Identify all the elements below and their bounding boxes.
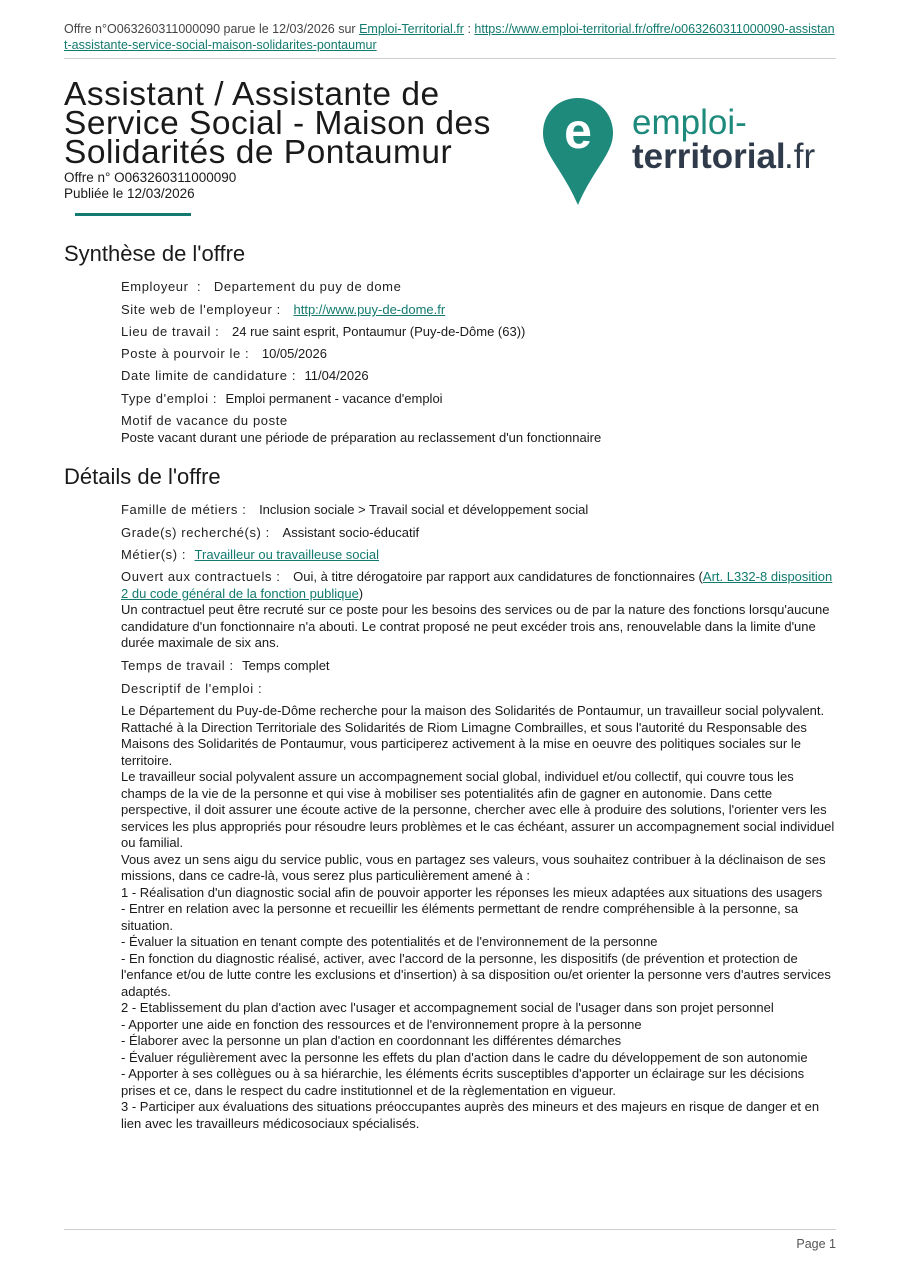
value-lieu: 24 rue saint esprit, Pontaumur (Puy-de-Dôme (63)) xyxy=(232,324,526,339)
label-metier: Métier(s) xyxy=(121,547,178,562)
field-descriptif-label xyxy=(121,681,836,698)
field-lieu: Lieu de travail : 24 rue saint esprit, Pontaumur (Puy-de-Dôme (63)) xyxy=(121,324,526,339)
label-site-web: Site web de l'employeur xyxy=(121,302,273,317)
emploi-territorial-logo xyxy=(540,92,830,207)
value-famille: Inclusion sociale > Travail social et développement social xyxy=(259,502,589,517)
contractuels-note: Un contractuel peut être recruté sur ce poste pour les besoins des services ou de par la nature des fonctions lorsqu'aucune candidature d'un fonctionnaire n'a abouti. Le contrat proposé ne peut excéder trois ans, renouvelable dans la limite d'une durée maximale de six ans. xyxy=(121,602,830,650)
page-title: Assistant / Assistante de Service Social - Maison des Solidarités de Pontaumur xyxy=(64,76,491,171)
label-descriptif: Descriptif de l'emploi : xyxy=(121,681,263,696)
published-date: Publiée le 12/03/2026 xyxy=(64,186,195,201)
details-section-title: Détails de l'offre xyxy=(64,464,221,489)
synthese-section-title: Synthèse de l'offre xyxy=(64,241,246,266)
label-type-emploi: Type d'emploi xyxy=(121,391,209,406)
field-metier: Métier(s) : Travailleur ou travailleuse social xyxy=(121,547,380,562)
field-famille: Famille de métiers : Inclusion sociale > Travail social et développement social xyxy=(121,502,589,517)
label-poste: Poste à pourvoir le xyxy=(121,346,241,361)
offer-header-line xyxy=(64,21,836,53)
logo-word-fr: .fr xyxy=(784,137,816,176)
offer-number: Offre n° O063260311000090 xyxy=(64,170,237,185)
site-link[interactable]: Emploi-Territorial.fr xyxy=(359,22,464,36)
field-site-web: Site web de l'employeur : http://www.puy-de-dome.fr xyxy=(121,302,446,317)
value-grade: Assistant socio-éducatif xyxy=(282,525,420,540)
header-separator: : xyxy=(467,22,471,36)
legal-article-link[interactable]: Art. L332-8 disposition 2 du code général de la fonction publique xyxy=(121,569,833,601)
logo-word-territorial: territorial xyxy=(632,137,786,176)
field-date-limite: Date limite de candidature : 11/04/2026 xyxy=(121,368,369,383)
field-poste: Poste à pourvoir le : 10/05/2026 xyxy=(121,346,327,361)
value-poste: 10/05/2026 xyxy=(261,346,327,361)
contractuels-close-paren: ) xyxy=(358,585,364,601)
offer-url-link[interactable]: https://www.emploi-territorial.fr/offre/o063260311000090-assistant-assistante-service-social-maison-solidarites-pontaumur xyxy=(64,22,835,52)
logo-pin-icon xyxy=(540,92,830,207)
page-number: Page 1 xyxy=(796,1237,836,1251)
label-famille: Famille de métiers xyxy=(121,502,238,517)
field-contractuels: Ouvert aux contractuels : Oui, à titre dérogatoire par rapport aux candidatures de fonctionnaires (Art. L332-8 disposition 2 du code général de la fonction publique) Un contractuel peut être recruté sur ce poste pour les besoins des services ou de par la nature des fonctions lorsqu'aucune candidature d'un fonctionnaire n'a abouti. Le contrat proposé ne peut excéder trois ans, renouvelable dans la limite d'une durée maximale de six ans. xyxy=(121,569,836,652)
logo-word-emploi: emploi- xyxy=(632,103,747,142)
employer-website-link[interactable]: http://www.puy-de-dome.fr xyxy=(293,302,446,317)
header-divider xyxy=(64,58,836,59)
job-description: Le Département du Puy-de-Dôme recherche pour la maison des Solidarités de Pontaumur, un travailleur social polyvalent. Rattaché à la Direction Territoriale des Solidarités de Riom Limagne Combrailles, et sous l'autorité du Responsable des Maisons des Solidarités de Pontaumur, vous participerez activement à la mise en oeuvre des politiques sociales sur le territoire. Le travailleur social polyvalent assure un accompagnement social global, individuel et/ou collectif, qui couvre tous les champs de la vie de la personne et qui vise à mobiliser ses potentialités afin de gagner en autonomie. Dans cette perspective, il doit assurer une écoute active de la personne, chercher avec elle à produire des solutions, l'orienter vers les services les plus appropriés pour résoudre leurs problèmes et le cas échéant, assurer un accompagnement social individuel ou familial. Vous avez un sens aigu du service public, vous en partagez ses valeurs, vous souhaitez contribuer à la déclinaison de ses missions, dans ce cadre-là, vous serez plus particulièrement amené à : 1 - Réalisation d'un diagnostic social afin de pouvoir apporter les réponses les mieux adaptées aux situations des usagers - Entrer en relation avec la personne et recueillir les éléments permettant de rendre compréhensible à la personne, sa situation. - Évaluer la situation en tenant compte des potentialités et de l'environnement de la personne - En fonction du diagnostic réalisé, activer, avec l'accord de la personne, les dispositifs (de prévention et protection de l'enfance et/ou de lutte contre les exclusions et d'insertion) à sa disposition ou/et orienter la personne vers d'autres services adaptés. 2 - Etablissement du plan d'action avec l'usager et accompagnement social de l'usager dans son projet personnel - Apporter une aide en fonction des ressources et de l'environnement propre à la personne - Élaborer avec la personne un plan d'action en coordonnant les différentes démarches - Évaluer régulièrement avec la personne les effets du plan d'action dans le cadre du développement de son autonomie - Apporter à ses collègues ou à sa hiérarchie, les éléments écrits susceptibles d'apporter un éclairage sur les décisions prises et ce, dans le respect du cadre institutionnel et de la règlementation en vigueur. 3 - Participer aux évaluations des situations préoccupantes auprès des mineurs et des majeurs en risque de danger et en lien avec les travailleurs médicosociaux spécialisés. xyxy=(121,703,835,1131)
label-date-limite: Date limite de candidature xyxy=(121,368,288,383)
label-motif: Motif de vacance du poste xyxy=(121,413,288,428)
label-temps: Temps de travail xyxy=(121,658,226,673)
field-motif xyxy=(121,413,836,446)
value-contractuels: Oui, à titre dérogatoire par rapport aux candidatures de fonctionnaires ( xyxy=(293,569,703,584)
value-date-limite: 11/04/2026 xyxy=(304,368,369,383)
label-grade: Grade(s) recherché(s) xyxy=(121,525,262,540)
label-employeur: Employeur xyxy=(121,279,189,294)
header-prefix: Offre n°O063260311000090 parue le 12/03/2026 sur xyxy=(64,22,356,36)
field-employeur: Employeur : Departement du puy de dome xyxy=(121,279,402,294)
title-accent-bar xyxy=(75,213,191,216)
value-motif: Poste vacant durant une période de préparation au reclassement d'un fonctionnaire xyxy=(121,429,602,445)
label-lieu: Lieu de travail xyxy=(121,324,211,339)
field-temps: Temps de travail : Temps complet xyxy=(121,658,330,673)
value-type-emploi: Emploi permanent - vacance d'emploi xyxy=(225,391,443,406)
logo-letter: e xyxy=(564,103,592,159)
label-contractuels: Ouvert aux contractuels xyxy=(121,569,273,584)
value-temps: Temps complet xyxy=(242,658,330,673)
field-grade: Grade(s) recherché(s) : Assistant socio-éducatif xyxy=(121,525,420,540)
field-type-emploi: Type d'emploi : Emploi permanent - vacance d'emploi xyxy=(121,391,443,406)
value-employeur: Departement du puy de dome xyxy=(213,279,402,294)
footer-divider xyxy=(64,1229,836,1230)
metier-link[interactable]: Travailleur ou travailleuse social xyxy=(194,547,380,562)
